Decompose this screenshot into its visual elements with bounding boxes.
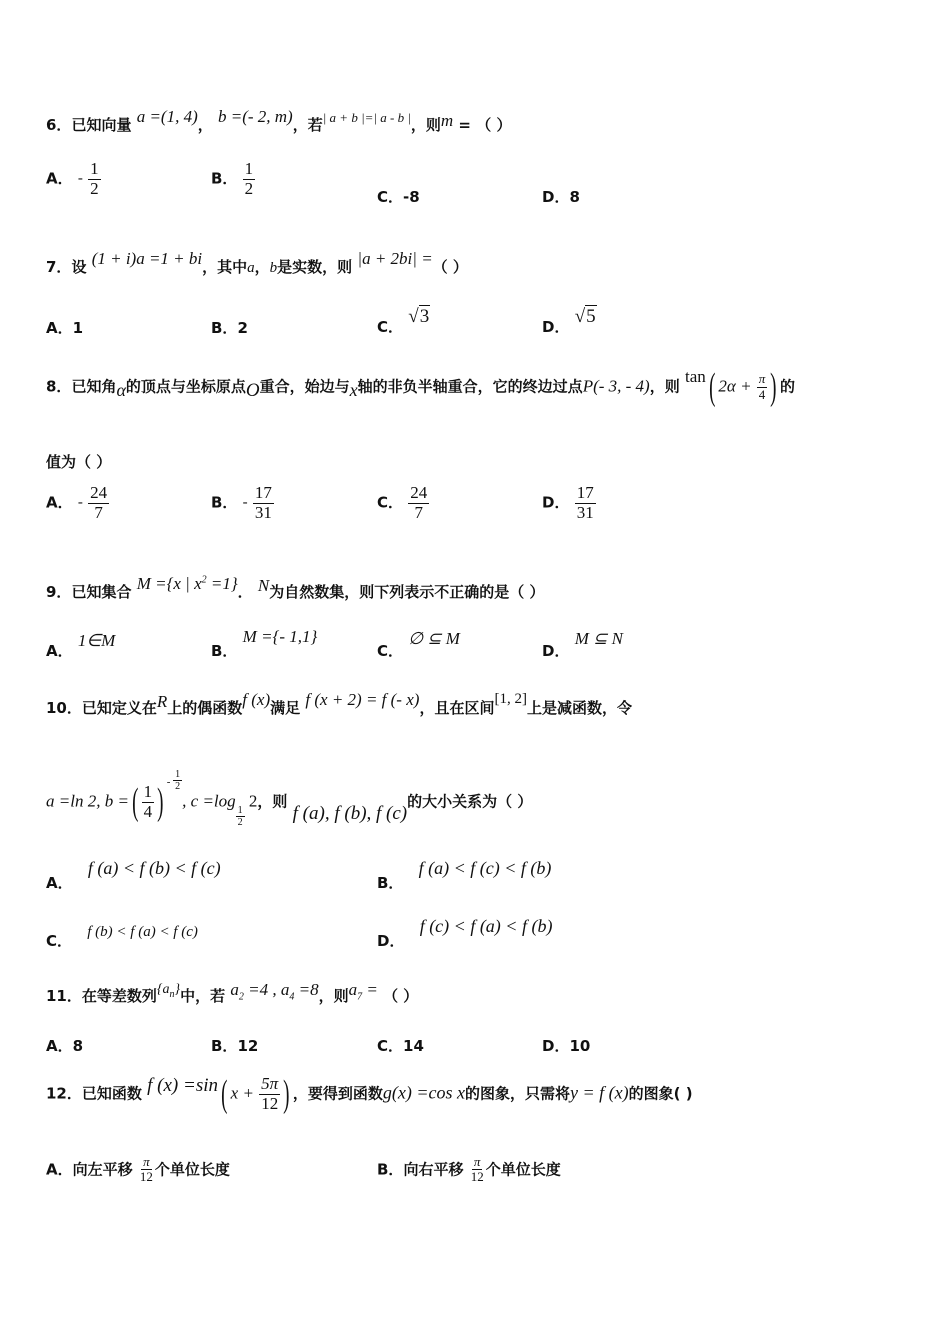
question-9-stem: 9．已知集合 M ={x | $x^2 =1$}． N为自然数集，则下列表示不正确的是（ ） — [46, 574, 545, 601]
vector-b: b =(- 2, m) — [217, 107, 293, 126]
modulus: |a + 2bi| = — [357, 249, 433, 268]
sqrt-symbol: √3 — [408, 306, 430, 327]
point-p: P(- 3, - 4) — [582, 376, 650, 396]
question-10-stem: 10．已知定义在R上的偶函数f (x)满足 f (x + 2) = f (- x)，且在区间[1, 2]上是减函数，令 — [46, 690, 632, 717]
option-d[interactable]: D． $\frac{17}{31}$ — [542, 483, 594, 522]
question-12-stem: 12．已知函数 f (x) =sin( x + $\frac{5\pi}{12}$ ) ，要得到函数g(x) =cos x的图象，只需将y = f (x)的图象( ) — [46, 1073, 693, 1115]
question-number: 6． — [46, 116, 72, 134]
option-b[interactable]: B．12 — [211, 1037, 259, 1055]
option-a[interactable]: A． f (a) < f (b) < f (c) — [46, 858, 221, 892]
question-7-stem: 7．设 (1 + i)a =1 + bi，其中a，b是实数，则 |a + 2bi| =（ ） — [46, 249, 468, 276]
question-number: 8． — [46, 377, 72, 396]
option-b[interactable]: B．2 — [211, 319, 248, 337]
option-b[interactable]: B． f (a) < f (c) < f (b) — [377, 858, 552, 892]
sequence: $\{a_n\}$ — [156, 982, 181, 1000]
question-8-line2: 值为（ ） — [46, 453, 112, 471]
option-b[interactable]: B． $\frac{1}{2}$ — [211, 159, 254, 198]
option-c[interactable]: C． √3 — [377, 306, 430, 336]
question-number: 11． — [46, 987, 82, 1005]
option-c[interactable]: C． ∅ ⊆ M — [377, 629, 460, 660]
option-c[interactable]: C．-8 — [377, 188, 420, 206]
fraction: $\frac{1}{2}$ — [90, 159, 99, 198]
condition: | a + b |=| a - b | — [322, 110, 411, 125]
function-values: f (a), f (b), f (c) — [292, 802, 408, 824]
option-a[interactable]: A．1 — [46, 319, 84, 337]
vector-a: a =(1, 4) — [136, 107, 198, 126]
sqrt-symbol: √5 — [574, 306, 596, 327]
question-number: 7． — [46, 258, 72, 276]
fraction: $\frac{1}{2}$ — [244, 159, 254, 198]
option-a[interactable]: A． - $\frac{1}{2}$ — [46, 159, 99, 198]
question-11-stem: 11．在等差数列$\{a_n\}$中，若 $a_2 =4$ , $a_4 =8$，则$a_7$ = （ ） — [46, 980, 419, 1005]
option-a[interactable]: A． 1∈M — [46, 631, 116, 660]
option-d[interactable]: D． M ⊆ N — [542, 629, 623, 660]
option-d[interactable]: D．10 — [542, 1037, 591, 1055]
option-c[interactable]: C． f (b) < f (a) < f (c) — [46, 924, 198, 950]
question-number: 12． — [46, 1084, 82, 1103]
option-b[interactable]: B． M ={- 1,1} — [211, 627, 318, 660]
set-m: M ={x | $x^2 =1$} — [136, 574, 238, 593]
option-d[interactable]: D． f (c) < f (a) < f (b) — [377, 916, 553, 950]
option-c[interactable]: C． $\frac{24}{7}$ — [377, 483, 428, 522]
option-c[interactable]: C．14 — [377, 1037, 424, 1055]
equation: (1 + i)a =1 + bi — [91, 249, 203, 268]
functional-equation: f (x + 2) = f (- x) — [305, 690, 420, 709]
option-d[interactable]: D． √5 — [542, 306, 596, 336]
question-number: 10． — [46, 699, 82, 717]
option-b[interactable]: B． - $\frac{17}{31}$ — [211, 483, 272, 522]
option-b[interactable]: B．向右平移 $\frac{\pi}{12}$ 个单位长度 — [377, 1154, 561, 1185]
question-8-stem: 8．已知角α的顶点与坐标原点O重合，始边与x轴的非负半轴重合，它的终边过点P(- 3, - 4)，则 tan( 2α + $\frac{\pi}{4}$ ) 的 — [46, 366, 795, 408]
question-text: 已知向量 — [71, 116, 132, 134]
question-number: 9． — [46, 583, 72, 601]
question-10-line2: a =ln 2, b =( $\frac{1}{4}$ ) - $\frac{1}{2}$ , c =log $\frac{1}{2}$ 2，则 f (a), f (b), f (c)的大小关系为（ ） — [46, 768, 533, 828]
question-6-stem: 6．已知向量 a =(1, 4)， b =(- 2, m)，若| a + b |=| a - b |，则m = （ ） — [46, 107, 512, 134]
option-a[interactable]: A．8 — [46, 1037, 84, 1055]
option-a[interactable]: A．向左平移 $\frac{\pi}{12}$ 个单位长度 — [46, 1154, 230, 1185]
option-a[interactable]: A． - $\frac{24}{7}$ — [46, 483, 108, 522]
option-d[interactable]: D．8 — [542, 188, 580, 206]
